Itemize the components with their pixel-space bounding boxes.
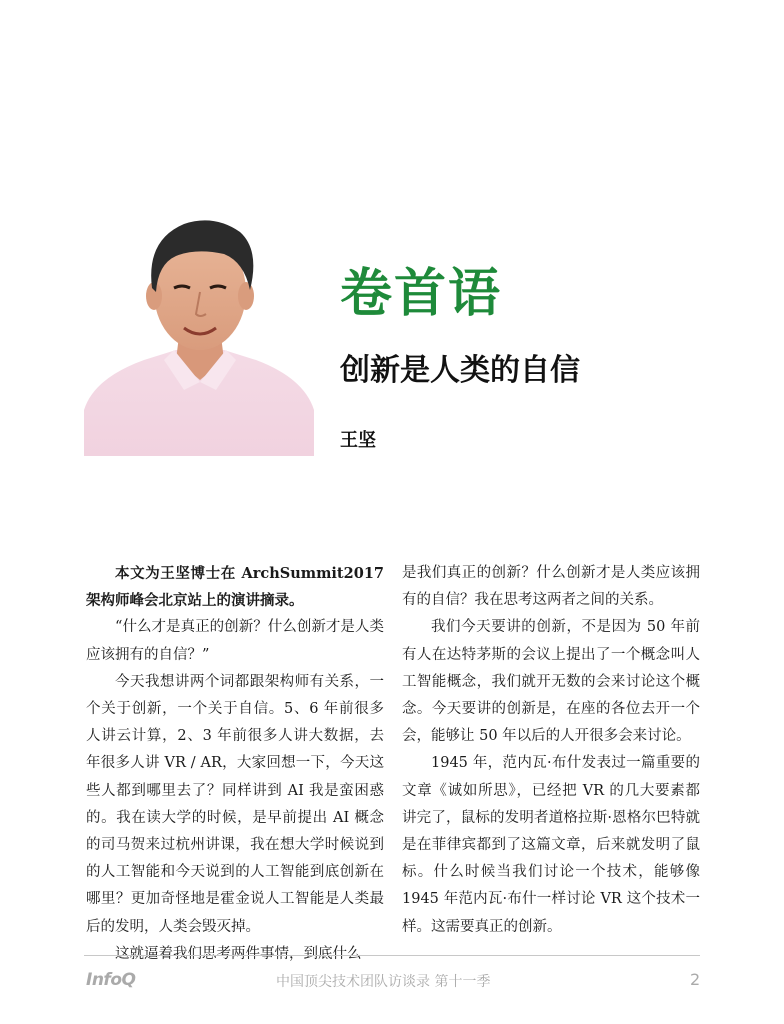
article-column-left [86,560,384,968]
article-intro-paragraph: 本文为王坚博士在 ArchSummit2017 架构师峰会北京站上的演讲摘录。 [86,565,384,610]
article-paragraph: 今天我想讲两个词都跟架构师有关系，一个关于创新，一个关于自信。5、6 年前很多人讲云计算，2、3 年前很多人讲大数据，去年很多人讲 VR / AR，大家回想一下，今天这些人都到哪里去了？同样讲到 AI 我是蛮困惑的。我在读大学的时候，是早前提出 AI 概念的司马贺来过杭州讲课，我在想大学时候说到的人工智能和今天说到的人工智能到底创新在哪里？更加奇怪地是霍金说人工智能是人类最后的发明，人类会毁灭掉。 [86,673,384,935]
article-paragraph: 是我们真正的创新？什么创新才是人类应该拥有的自信？我在思考这两者之间的关系。 [402,565,700,609]
section-heading: 卷首语 [340,263,503,324]
author-portrait [84,210,314,456]
footer-publication-title: 中国顶尖技术团队访谈录 第十一季 [276,974,491,990]
article-paragraph: “什么才是真正的创新？什么创新才是人类应该拥有的自信？” [86,619,384,663]
article-title: 创新是人类的自信 [340,353,580,388]
infoq-logo: InfoQ [86,970,136,990]
article-paragraph: 1945 年，范内瓦·布什发表过一篇重要的文章《诚如所思》，已经把 VR 的几大要素都讲完了，鼠标的发明者道格拉斯·恩格尔巴特就是在菲律宾都到了这篇文章，后来就发明了鼠标。什么时候当我们讨论一个技术，能够像 1945 年范内瓦·布什一样讨论 VR 这个技术一样。这需要真正的创新。 [402,755,700,935]
article-paragraph: 我们今天要讲的创新，不是因为 50 年前有人在达特茅斯的会议上提出了一个概念叫人工智能概念，我们就开无数的会来讨论这个概念。今天要讲的创新是，在座的各位去开一个会，能够让 50 年以后的人开很多会来讨论。 [402,619,700,745]
article-paragraph: 这就逼着我们思考两件事情，到底什么 [115,945,362,962]
author-name: 王坚 [340,430,376,451]
article-column-right [402,560,700,941]
author-portrait-image [84,210,314,456]
page-number: 2 [690,970,701,989]
footer-divider [84,955,700,956]
